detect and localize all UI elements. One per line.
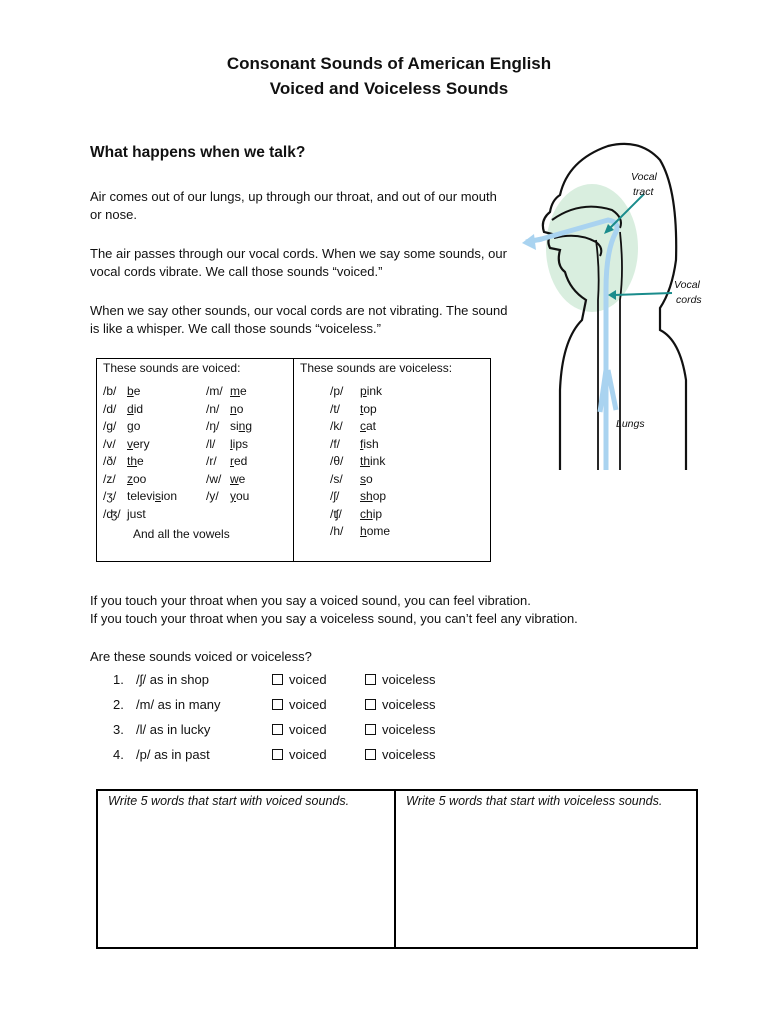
example-word-part: ink <box>370 454 386 468</box>
sound-row <box>330 401 484 419</box>
example-word <box>360 436 379 454</box>
voiced-footer: And all the vowels <box>133 527 230 541</box>
example-word <box>360 523 390 541</box>
example-word <box>360 453 385 471</box>
example-word-highlight: h <box>360 524 367 538</box>
voiceless-column <box>294 359 491 562</box>
example-word <box>360 383 382 401</box>
voiceless-checkbox[interactable] <box>365 672 435 687</box>
checkbox-label: voiceless <box>382 747 436 762</box>
example-word-part: op <box>372 489 387 503</box>
sound-row <box>206 453 286 471</box>
quiz-item-text: /l/ as in lucky <box>136 722 211 737</box>
sound-symbol: /p/ <box>330 384 344 398</box>
example-word-part: ery <box>133 436 150 451</box>
quiz-item-number: 1. <box>113 672 124 687</box>
checkbox-icon[interactable] <box>272 724 283 735</box>
example-word-part: at <box>366 419 377 433</box>
sound-symbol: /w/ <box>206 471 222 486</box>
checkbox-label: voiceless <box>382 722 436 737</box>
checkbox-label: voiced <box>289 672 327 687</box>
sound-symbol: /g/ <box>103 419 117 433</box>
checkbox-icon[interactable] <box>272 749 283 760</box>
sound-symbol: /ʃ/ <box>330 489 340 503</box>
checkbox-label: voiced <box>289 722 327 737</box>
sound-row <box>103 401 206 419</box>
example-word-highlight: m <box>230 384 240 398</box>
example-word-highlight: y <box>230 489 236 503</box>
example-word-highlight: ng <box>238 419 253 433</box>
example-word-part: ish <box>363 436 379 451</box>
label-vocal-tract-1: Vocal <box>631 171 657 183</box>
voiceless-header: These sounds are voiceless: <box>300 361 453 375</box>
checkbox-icon[interactable] <box>365 699 376 710</box>
sound-row <box>330 506 484 524</box>
example-word-part: e <box>133 384 141 398</box>
touch-voiceless-line: If you touch your throat when you say a voiceless sound, you can’t feel any vibration. <box>90 611 578 626</box>
quiz-item-number: 2. <box>113 697 124 712</box>
example-word-part: ink <box>366 384 383 398</box>
sound-symbol: /y/ <box>206 489 219 503</box>
sound-symbol: /n/ <box>206 401 220 416</box>
checkbox-label: voiced <box>289 697 327 712</box>
sound-symbol: /v/ <box>103 436 116 451</box>
example-word-highlight: r <box>230 454 234 468</box>
example-word <box>127 453 144 471</box>
sounds-table <box>96 358 491 562</box>
page-title-line2: Voiced and Voiceless Sounds <box>269 79 509 98</box>
example-word-highlight: ch <box>360 506 373 521</box>
example-word-highlight: s <box>155 489 162 503</box>
example-word <box>230 401 243 419</box>
sound-row <box>206 383 286 401</box>
example-word-part: ome <box>366 524 391 538</box>
example-word-part: op <box>363 401 377 416</box>
example-word-highlight: j <box>127 506 130 521</box>
example-word-part: o <box>133 419 141 433</box>
quiz-item-text: /ʃ/ as in shop <box>136 672 209 687</box>
example-word-part: e <box>238 471 246 486</box>
example-word-highlight: n <box>230 401 237 416</box>
sound-row <box>103 506 206 524</box>
sound-symbol: /r/ <box>206 454 217 468</box>
voiceless-writing-prompt: Write 5 words that start with voiceless sounds. <box>406 794 663 808</box>
sound-row <box>206 471 286 489</box>
voiceless-checkbox[interactable] <box>365 747 435 762</box>
example-word-part: ips <box>232 436 249 451</box>
sound-symbol: /ð/ <box>103 454 117 468</box>
example-word <box>127 383 140 401</box>
sound-symbol: /θ/ <box>330 454 344 468</box>
example-word <box>230 383 247 401</box>
example-word-highlight: f <box>360 436 364 451</box>
checkbox-label: voiceless <box>382 697 436 712</box>
quiz-item-number: 4. <box>113 747 124 762</box>
example-word-part: e <box>240 384 247 398</box>
sound-row <box>330 453 484 471</box>
sound-symbol: /ʤ/ <box>103 506 121 521</box>
label-vocal-cords-2: cords <box>676 294 702 306</box>
voiced-checkbox[interactable] <box>272 697 327 712</box>
checkbox-icon[interactable] <box>365 674 376 685</box>
sound-row <box>103 453 206 471</box>
example-word-part: e <box>137 454 144 468</box>
sound-row <box>206 436 286 454</box>
example-word <box>360 418 376 436</box>
example-word-part: o <box>366 471 373 486</box>
voiced-checkbox[interactable] <box>272 722 327 737</box>
label-lungs: Lungs <box>616 418 645 430</box>
voiced-checkbox[interactable] <box>272 672 327 687</box>
label-vocal-tract-2: tract <box>633 186 654 198</box>
voiced-list-left <box>103 383 206 523</box>
sound-row <box>103 436 206 454</box>
example-word-part: si <box>230 419 239 433</box>
example-word <box>360 488 386 506</box>
sound-row <box>206 418 286 436</box>
example-word <box>127 506 146 524</box>
sound-row <box>330 523 484 541</box>
example-word <box>230 471 245 489</box>
vocal-tract-highlight <box>546 184 638 312</box>
voiceless-writing-box[interactable] <box>395 790 697 948</box>
example-word-part: ust <box>129 506 146 521</box>
vocal-tract-diagram <box>520 140 720 475</box>
voiced-writing-prompt: Write 5 words that start with voiced sounds. <box>108 794 350 808</box>
sound-symbol: /ʧ/ <box>330 506 342 521</box>
sound-row <box>206 488 286 506</box>
example-word-highlight: c <box>360 419 366 433</box>
checkbox-label: voiced <box>289 747 327 762</box>
example-word-highlight: g <box>127 419 134 433</box>
paragraph-air: Air comes out of our lungs, up through our throat, and out of our mouth or nose. <box>90 189 497 222</box>
sound-row <box>103 488 206 506</box>
example-word-part: ip <box>372 506 383 521</box>
example-word-highlight: s <box>360 471 366 486</box>
example-word-highlight: l <box>230 436 233 451</box>
example-word <box>230 418 252 436</box>
sound-symbol: /k/ <box>330 419 343 433</box>
air-arrow-head <box>522 234 536 250</box>
checkbox-label: voiceless <box>382 672 436 687</box>
voiced-list-right <box>206 383 286 523</box>
example-word <box>127 488 177 506</box>
example-word <box>360 471 373 489</box>
example-word-part: oo <box>133 471 147 486</box>
example-word-highlight: w <box>230 471 239 486</box>
sound-symbol: /s/ <box>330 471 343 486</box>
label-vocal-cords-1: Vocal <box>674 279 700 291</box>
example-word-part: ion <box>161 489 178 503</box>
voiced-column <box>97 359 294 562</box>
example-word-highlight: th <box>360 454 371 468</box>
sound-row <box>103 471 206 489</box>
checkbox-icon[interactable] <box>272 674 283 685</box>
sound-symbol: /l/ <box>206 436 216 451</box>
voiced-checkbox[interactable] <box>272 747 327 762</box>
sound-symbol: /m/ <box>206 384 223 398</box>
voiceless-checkbox[interactable] <box>365 697 435 712</box>
example-word <box>127 436 150 454</box>
example-word-part: ed <box>234 454 248 468</box>
quiz-question: Are these sounds voiced or voiceless? <box>90 649 312 664</box>
touch-voiced-line: If you touch your throat when you say a voiced sound, you can feel vibration. <box>90 593 531 608</box>
example-word-highlight: t <box>360 401 364 416</box>
quiz-item-text: /p/ as in past <box>136 747 210 762</box>
sound-row <box>330 436 484 454</box>
example-word <box>127 471 146 489</box>
page-title-line1: Consonant Sounds of American English <box>226 54 552 73</box>
section-heading: What happens when we talk? <box>90 144 306 161</box>
sound-symbol: /b/ <box>103 384 117 398</box>
quiz-item-number: 3. <box>113 722 124 737</box>
sound-symbol: /ŋ/ <box>206 419 220 433</box>
example-word-highlight: p <box>360 384 367 398</box>
example-word-part: televi <box>127 489 156 503</box>
sound-row <box>330 383 484 401</box>
checkbox-icon[interactable] <box>365 749 376 760</box>
sound-symbol: /t/ <box>330 401 341 416</box>
sound-symbol: /z/ <box>103 471 116 486</box>
sound-symbol: /f/ <box>330 436 341 451</box>
example-word <box>360 506 382 524</box>
sound-row <box>103 418 206 436</box>
sound-row <box>330 471 484 489</box>
quiz-item-text: /m/ as in many <box>136 697 221 712</box>
example-word-highlight: z <box>127 471 133 486</box>
example-word-part: id <box>133 401 144 416</box>
writing-table <box>96 789 698 949</box>
paragraph-voiceless: When we say other sounds, our vocal cords are not vibrating. The sound is like a whisper. We call those sounds “voiceless.” <box>90 303 508 336</box>
sound-symbol: /d/ <box>103 401 117 416</box>
sound-row <box>103 383 206 401</box>
voiced-header: These sounds are voiced: <box>103 361 241 375</box>
example-word <box>127 418 140 436</box>
voiceless-list <box>330 383 484 541</box>
sound-symbol: /ʒ/ <box>103 489 117 503</box>
paragraph-vocal-cords: The air passes through our vocal cords. When we say some sounds, our vocal cords vibrate. We call those sounds “voiced.” <box>90 246 507 279</box>
checkbox-icon[interactable] <box>272 699 283 710</box>
sound-row <box>330 488 484 506</box>
example-word-highlight: d <box>127 401 134 416</box>
example-word-highlight: th <box>127 454 138 468</box>
voiced-writing-box[interactable] <box>97 790 395 948</box>
example-word <box>230 436 248 454</box>
example-word <box>127 401 143 419</box>
example-word-part: o <box>236 401 244 416</box>
example-word-highlight: v <box>127 436 133 451</box>
voiceless-checkbox[interactable] <box>365 722 435 737</box>
sound-row <box>206 401 286 419</box>
example-word-highlight: sh <box>360 489 373 503</box>
example-word-part: ou <box>236 489 250 503</box>
example-word <box>230 453 247 471</box>
checkbox-icon[interactable] <box>365 724 376 735</box>
example-word <box>230 488 249 506</box>
sound-row <box>330 418 484 436</box>
example-word-highlight: b <box>127 384 134 398</box>
example-word <box>360 401 377 419</box>
sound-symbol: /h/ <box>330 524 344 538</box>
